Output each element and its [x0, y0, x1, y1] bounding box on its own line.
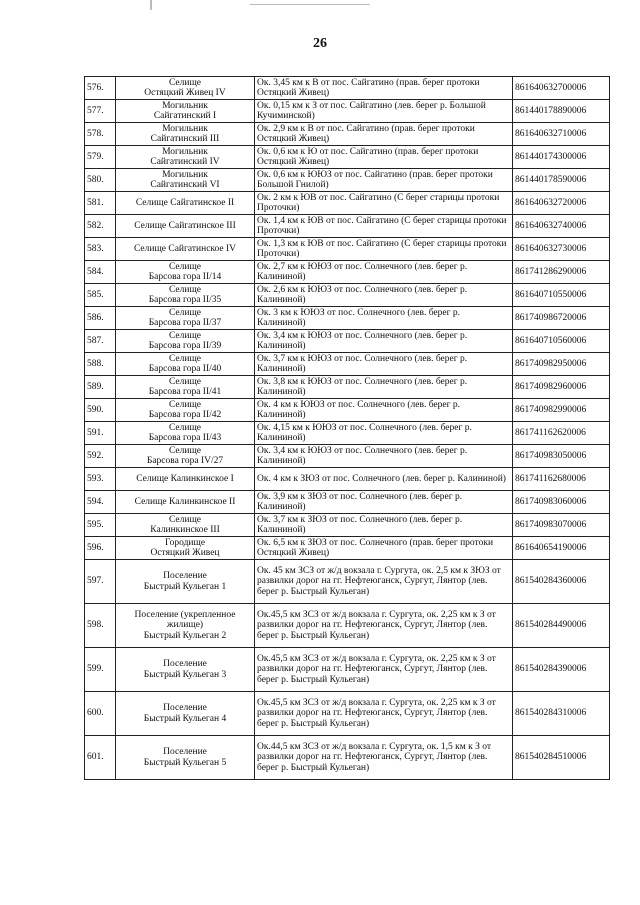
- registry-code: 861640710560006: [513, 330, 610, 353]
- table-row: [85, 445, 610, 468]
- monument-location: Ок. 2,9 км к В от пос. Сайгатино (прав. берег протоки Остяцкий Живец): [255, 123, 513, 146]
- table-row: [85, 261, 610, 284]
- monument-name: Селище Барсова гора II/40: [116, 353, 255, 376]
- row-number: 591.: [85, 422, 116, 445]
- monument-name: Поселение Быстрый Кульеган 4: [116, 692, 255, 736]
- registry-code: 861540284390006: [513, 648, 610, 692]
- table-row: [85, 330, 610, 353]
- monument-name: Селище Барсова гора II/41: [116, 376, 255, 399]
- monument-location: Ок. 1,4 км к ЮВ от пос. Сайгатино (С берег старицы протоки Проточки): [255, 215, 513, 238]
- monument-name: Поселение Быстрый Кульеган 3: [116, 648, 255, 692]
- registry-code: 861741162620006: [513, 422, 610, 445]
- monument-location: Ок. 45 км ЗСЗ от ж/д вокзала г. Сургута, ок. 2,5 км к ЗЮЗ от развилки дорог на гг. Нефтеюганск, Сургут, Лянтор (лев. берег р. Быстрый Кульеган): [255, 560, 513, 604]
- row-number: 593.: [85, 468, 116, 491]
- monument-name: Селище Сайгатинское III: [116, 215, 255, 238]
- registry-code: 861740983050006: [513, 445, 610, 468]
- registry-code: 861741286290006: [513, 261, 610, 284]
- monument-location: Ок. 0,15 км к З от пос. Сайгатино (лев. берег р. Большой Кучиминской): [255, 100, 513, 123]
- row-number: 589.: [85, 376, 116, 399]
- monument-location: Ок. 2,6 км к ЮЮЗ от пос. Солнечного (лев. берег р. Калининой): [255, 284, 513, 307]
- table-row: [85, 376, 610, 399]
- table-row: [85, 604, 610, 648]
- monument-name: Селище Сайгатинское II: [116, 192, 255, 215]
- table-row: [85, 468, 610, 491]
- table-row: [85, 537, 610, 560]
- table-row: [85, 399, 610, 422]
- row-number: 599.: [85, 648, 116, 692]
- monument-name: Селище Барсова гора IV/27: [116, 445, 255, 468]
- table-row: [85, 169, 610, 192]
- table-row: [85, 560, 610, 604]
- table-row: [85, 123, 610, 146]
- table-row: [85, 284, 610, 307]
- row-number: 597.: [85, 560, 116, 604]
- monument-location: Ок. 2 км к ЮВ от пос. Сайгатино (С берег старицы протоки Проточки): [255, 192, 513, 215]
- monument-location: Ок. 0,6 км к ЮЮЗ от пос. Сайгатино (прав. берег протоки Большой Гнилой): [255, 169, 513, 192]
- registry-code: 861440178890006: [513, 100, 610, 123]
- registry-code: 861540284310006: [513, 692, 610, 736]
- monument-name: Селище Калинкинское III: [116, 514, 255, 537]
- registry-code: 861740983070006: [513, 514, 610, 537]
- row-number: 577.: [85, 100, 116, 123]
- row-number: 587.: [85, 330, 116, 353]
- registry-code: 861640710550006: [513, 284, 610, 307]
- table-row: [85, 238, 610, 261]
- row-number: 585.: [85, 284, 116, 307]
- table-row: [85, 307, 610, 330]
- monument-location: Ок. 4 км к ЮЮЗ от пос. Солнечного (лев. берег р. Калининой): [255, 399, 513, 422]
- row-number: 596.: [85, 537, 116, 560]
- monument-location: Ок. 3,45 км к В от пос. Сайгатино (прав. берег протоки Остяцкий Живец): [255, 77, 513, 100]
- row-number: 581.: [85, 192, 116, 215]
- monument-location: Ок. 3,9 км к ЗЮЗ от пос. Солнечного (лев. берег р. Калининой): [255, 491, 513, 514]
- monument-location: Ок.45,5 км ЗСЗ от ж/д вокзала г. Сургута, ок. 2,25 км к З от развилки дорог на гг. Нефтеюганск, Сургут, Лянтор (лев. берег р. Быстрый Кульеган): [255, 604, 513, 648]
- monument-location: Ок. 3,4 км к ЮЮЗ от пос. Солнечного (лев. берег р. Калининой): [255, 330, 513, 353]
- monument-name: Городище Остяцкий Живец: [116, 537, 255, 560]
- row-number: 582.: [85, 215, 116, 238]
- registry-code: 861740982990006: [513, 399, 610, 422]
- table-row: [85, 514, 610, 537]
- monuments-table: [84, 76, 610, 780]
- registry-code: 861640632710006: [513, 123, 610, 146]
- row-number: 594.: [85, 491, 116, 514]
- row-number: 583.: [85, 238, 116, 261]
- row-number: 580.: [85, 169, 116, 192]
- monument-name: Селище Остяцкий Живец IV: [116, 77, 255, 100]
- row-number: 598.: [85, 604, 116, 648]
- monument-name: Селище Барсова гора II/39: [116, 330, 255, 353]
- monument-location: Ок.45,5 км ЗСЗ от ж/д вокзала г. Сургута, ок. 2,25 км к З от развилки дорог на гг. Нефтеюганск, Сургут, Лянтор (лев. берег р. Быстрый Кульеган): [255, 648, 513, 692]
- table-row: [85, 422, 610, 445]
- monument-name: Поселение (укрепленное жилище) Быстрый Кульеган 2: [116, 604, 255, 648]
- registry-code: 861740982960006: [513, 376, 610, 399]
- monument-name: Могильник Сайгатинский IV: [116, 146, 255, 169]
- row-number: 601.: [85, 736, 116, 780]
- monument-name: Селище Барсова гора II/14: [116, 261, 255, 284]
- registry-code: 861740982950006: [513, 353, 610, 376]
- row-number: 592.: [85, 445, 116, 468]
- row-number: 586.: [85, 307, 116, 330]
- registry-code: 861540284360006: [513, 560, 610, 604]
- page-number: 26: [313, 36, 327, 51]
- monument-name: Селище Барсова гора II/37: [116, 307, 255, 330]
- row-number: 600.: [85, 692, 116, 736]
- table-row: [85, 100, 610, 123]
- monument-location: Ок. 1,3 км к ЮВ от пос. Сайгатино (С берег старицы протоки Проточки): [255, 238, 513, 261]
- monument-name: Поселение Быстрый Кульеган 5: [116, 736, 255, 780]
- row-number: 584.: [85, 261, 116, 284]
- registry-code: 861740986720006: [513, 307, 610, 330]
- registry-code: 861640632740006: [513, 215, 610, 238]
- monument-name: Селище Сайгатинское IV: [116, 238, 255, 261]
- monument-location: Ок. 0,6 км к Ю от пос. Сайгатино (прав. берег протоки Остяцкий Живец): [255, 146, 513, 169]
- registry-code: 861640632700006: [513, 77, 610, 100]
- monument-name: Могильник Сайгатинский VI: [116, 169, 255, 192]
- table-row: [85, 146, 610, 169]
- registry-code: 861640632720006: [513, 192, 610, 215]
- monument-name: Селище Барсова гора II/42: [116, 399, 255, 422]
- registry-code: 861640654190006: [513, 537, 610, 560]
- table-row: [85, 491, 610, 514]
- row-number: 579.: [85, 146, 116, 169]
- monument-location: Ок. 6,5 км к ЗЮЗ от пос. Солнечного (прав. берег протоки Остяцкий Живец): [255, 537, 513, 560]
- table-row: [85, 192, 610, 215]
- monument-name: Селище Барсова гора II/35: [116, 284, 255, 307]
- registry-code: 861640632730006: [513, 238, 610, 261]
- monument-name: Могильник Сайгатинский I: [116, 100, 255, 123]
- scan-artifact: [150, 0, 152, 10]
- table-row: [85, 736, 610, 780]
- row-number: 590.: [85, 399, 116, 422]
- monument-location: Ок. 2,7 км к ЮЮЗ от пос. Солнечного (лев. берег р. Калининой): [255, 261, 513, 284]
- registry-code: 861540284490006: [513, 604, 610, 648]
- table-row: [85, 692, 610, 736]
- monument-location: Ок. 3,7 км к ЮЮЗ от пос. Солнечного (лев. берег р. Калининой): [255, 353, 513, 376]
- registry-code: 861540284510006: [513, 736, 610, 780]
- monument-name: Поселение Быстрый Кульеган 1: [116, 560, 255, 604]
- registry-code: 861740983060006: [513, 491, 610, 514]
- row-number: 578.: [85, 123, 116, 146]
- table-row: [85, 648, 610, 692]
- scan-artifact: [250, 4, 370, 5]
- monument-name: Селище Калинкинское I: [116, 468, 255, 491]
- table-row: [85, 77, 610, 100]
- registry-code: 861440174300006: [513, 146, 610, 169]
- monument-name: Селище Барсова гора II/43: [116, 422, 255, 445]
- monument-name: Могильник Сайгатинский III: [116, 123, 255, 146]
- table-row: [85, 353, 610, 376]
- monument-location: Ок. 3,7 км к ЗЮЗ от пос. Солнечного (лев. берег р. Калининой): [255, 514, 513, 537]
- row-number: 595.: [85, 514, 116, 537]
- monument-location: Ок. 3,8 км к ЮЮЗ от пос. Солнечного (лев. берег р. Калининой): [255, 376, 513, 399]
- monument-name: Селище Калинкинское II: [116, 491, 255, 514]
- monument-location: Ок. 4 км к ЗЮЗ от пос. Солнечного (лев. берег р. Калининой): [255, 468, 513, 491]
- row-number: 588.: [85, 353, 116, 376]
- registry-code: 861440178590006: [513, 169, 610, 192]
- monument-location: Ок.44,5 км ЗСЗ от ж/д вокзала г. Сургута, ок. 1,5 км к З от развилки дорог на гг. Нефтеюганск, Сургут, Лянтор (лев. берег р. Быстрый Кульеган): [255, 736, 513, 780]
- monument-location: Ок.45,5 км ЗСЗ от ж/д вокзала г. Сургута, ок. 2,25 км к З от развилки дорог на гг. Нефтеюганск, Сургут, Лянтор (лев. берег р. Быстрый Кульеган): [255, 692, 513, 736]
- monument-location: Ок. 3 км к ЮЮЗ от пос. Солнечного (лев. берег р. Калининой): [255, 307, 513, 330]
- row-number: 576.: [85, 77, 116, 100]
- table-row: [85, 215, 610, 238]
- monument-location: Ок. 4,15 км к ЮЮЗ от пос. Солнечного (лев. берег р. Калининой): [255, 422, 513, 445]
- registry-code: 861741162680006: [513, 468, 610, 491]
- monument-location: Ок. 3,4 км к ЮЮЗ от пос. Солнечного (лев. берег р. Калининой): [255, 445, 513, 468]
